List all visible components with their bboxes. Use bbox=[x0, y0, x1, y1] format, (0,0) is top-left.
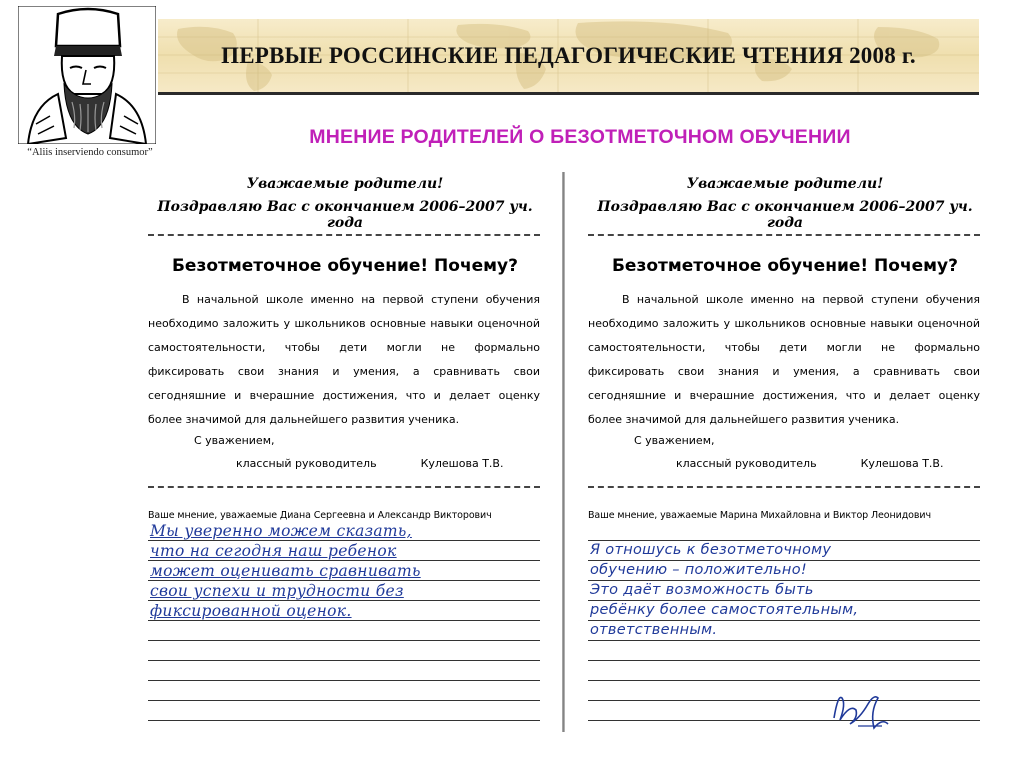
dashed-separator bbox=[148, 486, 540, 488]
handwritten-line: Мы уверенно можем сказать, bbox=[150, 522, 412, 540]
letter-left bbox=[140, 168, 570, 738]
answer-line bbox=[148, 580, 540, 581]
answer-line bbox=[588, 700, 980, 701]
dashed-separator bbox=[148, 234, 540, 236]
handwritten-line: обучению – положительно! bbox=[590, 562, 807, 578]
signature-name: Кулешова Т.В. bbox=[860, 457, 944, 470]
handwritten-line: что на сегодня наш ребенок bbox=[150, 542, 397, 560]
letter-signoff: С уважением, bbox=[634, 434, 715, 447]
letter-greeting: Уважаемые родители! bbox=[686, 176, 884, 192]
opinion-label: Ваше мнение, уважаемые Диана Сергеевна и Александр Викторович bbox=[148, 510, 492, 521]
handwritten-line: ответственным. bbox=[590, 622, 718, 638]
portrait-illustration bbox=[18, 6, 156, 144]
answer-line bbox=[588, 540, 980, 541]
section-subtitle: МНЕНИЕ РОДИТЕЛЕЙ О БЕЗОТМЕТОЧНОМ ОБУЧЕНИИ bbox=[309, 126, 851, 148]
answer-line bbox=[588, 620, 980, 621]
title-banner bbox=[158, 19, 979, 95]
letter-signoff: С уважением, bbox=[194, 434, 275, 447]
letter-heading: Безотметочное обучение! Почему? bbox=[611, 256, 959, 276]
answer-line bbox=[588, 660, 980, 661]
signature-name: Кулешова Т.В. bbox=[420, 457, 504, 470]
signature-role: классный руководитель bbox=[236, 457, 377, 470]
page-title: ПЕРВЫЕ РОССИНСКИЕ ПЕДАГОГИЧЕСКИЕ ЧТЕНИЯ 2008 г. bbox=[221, 43, 916, 68]
answer-line bbox=[588, 720, 980, 721]
letter-congratulation: Поздравляю Вас с окончанием 2006–2007 уч. года bbox=[597, 199, 973, 231]
letter-signature bbox=[676, 457, 943, 470]
answer-line bbox=[148, 600, 540, 601]
handwritten-line: ребёнку более самостоятельным, bbox=[590, 602, 859, 618]
dashed-separator bbox=[588, 234, 980, 236]
letter-right bbox=[580, 168, 1010, 738]
answer-line bbox=[148, 640, 540, 641]
dashed-separator bbox=[588, 486, 980, 488]
answer-line bbox=[148, 620, 540, 621]
answer-line bbox=[588, 640, 980, 641]
letter-body: В начальной школе именно на первой ступени обучения необходимо заложить у школьников основные навыки оценочной самостоятельности, чтобы дети могли не формально фиксировать свои знания и умения, а сравнивать свои сегодняшние и вчерашние достижения, что и делает оценку более значимой для дальнейшего развития ученика. bbox=[588, 293, 980, 426]
letter-congratulation: Поздравляю Вас с окончанием 2006–2007 уч. года bbox=[157, 199, 533, 231]
answer-line bbox=[588, 680, 980, 681]
answer-line bbox=[148, 660, 540, 661]
answer-line bbox=[148, 700, 540, 701]
letter-heading: Безотметочное обучение! Почему? bbox=[171, 256, 519, 276]
answer-line bbox=[148, 560, 540, 561]
handwritten-line: свои успехи и трудности без bbox=[150, 582, 404, 600]
answer-line bbox=[148, 720, 540, 721]
answer-line bbox=[588, 560, 980, 561]
handwritten-signature bbox=[820, 678, 910, 738]
letter-signature bbox=[236, 457, 503, 470]
answer-line bbox=[148, 680, 540, 681]
signature-role: классный руководитель bbox=[676, 457, 817, 470]
handwritten-line: Я отношусь к безотметочному bbox=[590, 542, 832, 558]
answer-line bbox=[148, 540, 540, 541]
handwritten-line: Это даёт возможность быть bbox=[590, 582, 814, 598]
letter-body: В начальной школе именно на первой ступени обучения необходимо заложить у школьников основные навыки оценочной самостоятельности, чтобы дети могли не формально фиксировать свои знания и умения, а сравнивать свои сегодняшние и вчерашние достижения, что и делает оценку более значимой для дальнейшего развития ученика. bbox=[148, 293, 540, 426]
motto: “Aliis inserviendo consumor” bbox=[27, 147, 153, 158]
opinion-label: Ваше мнение, уважаемые Марина Михайловна и Виктор Леонидович bbox=[588, 510, 931, 521]
answer-line bbox=[588, 580, 980, 581]
handwritten-line: может оценивать сравнивать bbox=[150, 562, 421, 580]
letter-greeting: Уважаемые родители! bbox=[246, 176, 444, 192]
handwritten-line: фиксированной оценок. bbox=[150, 602, 352, 620]
answer-line bbox=[588, 600, 980, 601]
